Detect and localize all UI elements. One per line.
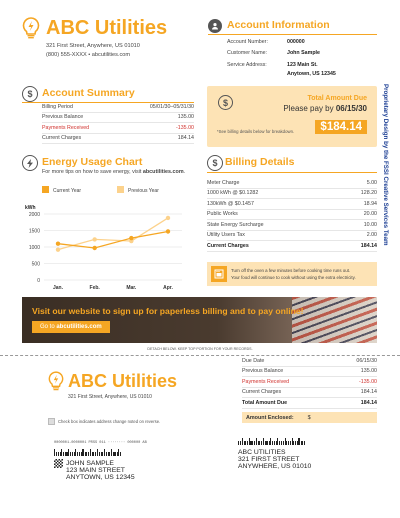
- stub-logo: [48, 371, 64, 391]
- x-tick-label: Mar.: [126, 285, 137, 290]
- y-tick-label: 2000: [28, 211, 40, 218]
- y-tick-label: 0: [37, 277, 40, 284]
- amount-due-note: *See billing details below for breakdown.: [217, 129, 295, 134]
- stub-company-name: ABC Utilities: [68, 371, 178, 391]
- account-number-row: Account Number: 000000: [227, 38, 305, 45]
- company-contact: (800) 555-XXXX • abcutilities.com: [46, 52, 131, 58]
- energy-usage-chart: [22, 178, 197, 290]
- dollar-icon: $: [218, 95, 233, 110]
- billing-total-row: Current Charges 184.14: [207, 241, 377, 252]
- qr-code: [54, 459, 63, 468]
- x-tick-label: Apr.: [163, 285, 173, 290]
- tip-icon: [211, 266, 227, 282]
- detach-text: DETACH BELOW. KEEP TOP PORTION FOR YOUR RECORDS.: [147, 347, 253, 351]
- amount-due-value: $184.14: [315, 120, 367, 134]
- energy-tips-link[interactable]: abcutilities.com: [142, 169, 184, 175]
- banner-photo-shape: [292, 297, 377, 343]
- vertical-credit-text: Proprietary Design by the FSSI Creative Services Team: [382, 84, 389, 246]
- remit-postal-barcode: [238, 438, 306, 445]
- legend-swatch: [117, 186, 124, 193]
- account-summary-title: Account Summary: [42, 87, 135, 99]
- billing-row: Utility Users Tax 2.00: [207, 231, 377, 242]
- remit-address: ABC UTILITIES 321 FIRST STREET ANYWHERE, US 01010: [238, 449, 312, 470]
- lightbulb-icon: [48, 371, 64, 391]
- billing-row: 1000 kWh @ $0.1282 128.20: [207, 189, 377, 200]
- lightbulb-icon: [22, 17, 40, 39]
- company-name: ABC Utilities: [46, 17, 168, 39]
- service-address-line2: Anytown, US 12345: [287, 71, 336, 77]
- data-point: [92, 237, 96, 241]
- dollar-icon: $: [207, 155, 223, 171]
- energy-chart-subtitle: For more tips on how to save energy, visit abcutilities.com.: [42, 169, 186, 175]
- legend-label: Previous Year: [128, 188, 159, 194]
- x-tick-label: Jan.: [52, 285, 64, 290]
- oven-icon: [214, 269, 224, 279]
- data-point: [92, 246, 96, 250]
- paperless-banner: [22, 297, 377, 343]
- billing-row: Meter Charge 5.00: [207, 178, 377, 189]
- y-axis-label: kWh: [25, 205, 36, 211]
- banner-button[interactable]: Go to abcutilities.com: [32, 321, 110, 333]
- lightning-icon: [22, 155, 38, 171]
- dollar-icon: $: [22, 86, 38, 102]
- stub-payments-row: Payments Received -135.00: [242, 377, 377, 388]
- energy-tip-box: [207, 262, 377, 286]
- banner-headline: Visit our website to sign up for paperless billing and to pay online!: [32, 306, 304, 316]
- billing-details-table: [207, 178, 377, 252]
- address-change-label: Check box indicates address change noted on reverse.: [58, 419, 161, 424]
- customer-postal-barcode: [54, 449, 122, 456]
- y-tick-label: 1000: [28, 244, 40, 251]
- payments-received-row: Payments Received -135.00: [42, 123, 194, 134]
- tip-line-1: Turn off the oven a few minutes before cooking time runs out.: [231, 268, 351, 273]
- pay-by-line: Please pay by 06/15/30: [283, 104, 367, 113]
- billing-period-row: Billing Period 05/01/30–05/31/30: [42, 102, 194, 113]
- customer-name-row: Customer Name: John Sample: [227, 50, 320, 57]
- service-address-row: Service Address: 123 Main St.: [227, 61, 318, 68]
- account-info-divider: [208, 34, 377, 35]
- amount-due-box: [207, 86, 377, 147]
- energy-chart-title: Energy Usage Chart: [42, 156, 143, 168]
- company-address: 321 First Street, Anywhere, US 01010: [46, 43, 140, 49]
- stub-table: [242, 356, 377, 409]
- user-icon: [208, 19, 222, 33]
- legend-label: Current Year: [53, 188, 82, 194]
- scanline: 0000001-0000001 PRSS 011 ········ 000000 AB: [54, 441, 147, 445]
- account-info-table: [227, 36, 377, 78]
- billing-row: 130kWh @ $0.1457 18.94: [207, 199, 377, 210]
- y-tick-label: 1500: [28, 228, 40, 235]
- y-tick-label: 500: [31, 261, 40, 268]
- account-info-title: Account Information: [227, 19, 330, 31]
- data-point: [56, 247, 60, 251]
- data-point: [166, 229, 170, 233]
- stub-previous-balance-row: Previous Balance 135.00: [242, 367, 377, 378]
- stub-current-charges-row: Current Charges 184.14: [242, 388, 377, 399]
- billing-row: State Energy Surcharge 10.00: [207, 220, 377, 231]
- tip-line-2: Your food will continue to cook without using the extra electricity.: [231, 275, 356, 280]
- amount-due-title: Total Amount Due: [307, 95, 367, 102]
- x-tick-label: Feb.: [89, 285, 100, 290]
- data-point: [56, 242, 60, 246]
- stub-total-due-row: Total Amount Due 184.14: [242, 398, 377, 409]
- data-point: [166, 216, 170, 220]
- previous-balance-row: Previous Balance 135.00: [42, 113, 194, 124]
- data-point: [129, 236, 133, 240]
- company-logo: [22, 17, 40, 39]
- customer-mailing-address: JOHN SAMPLE 123 MAIN STREET ANYTOWN, US 12345: [66, 460, 135, 481]
- account-summary-table: [42, 102, 194, 144]
- billing-row: Public Works 20.00: [207, 210, 377, 221]
- billing-details-title: Billing Details: [225, 156, 295, 168]
- address-change-checkbox[interactable]: [48, 418, 55, 425]
- current-charges-row: Current Charges 184.14: [42, 134, 194, 145]
- amount-enclosed-box[interactable]: Amount Enclosed: $: [242, 412, 377, 423]
- stub-company-address: 321 First Street, Anywhere, US 01010: [68, 394, 152, 400]
- billing-details-divider: [207, 172, 377, 173]
- legend-swatch: [42, 186, 49, 193]
- due-date-row: Due Date 06/15/30: [242, 356, 377, 367]
